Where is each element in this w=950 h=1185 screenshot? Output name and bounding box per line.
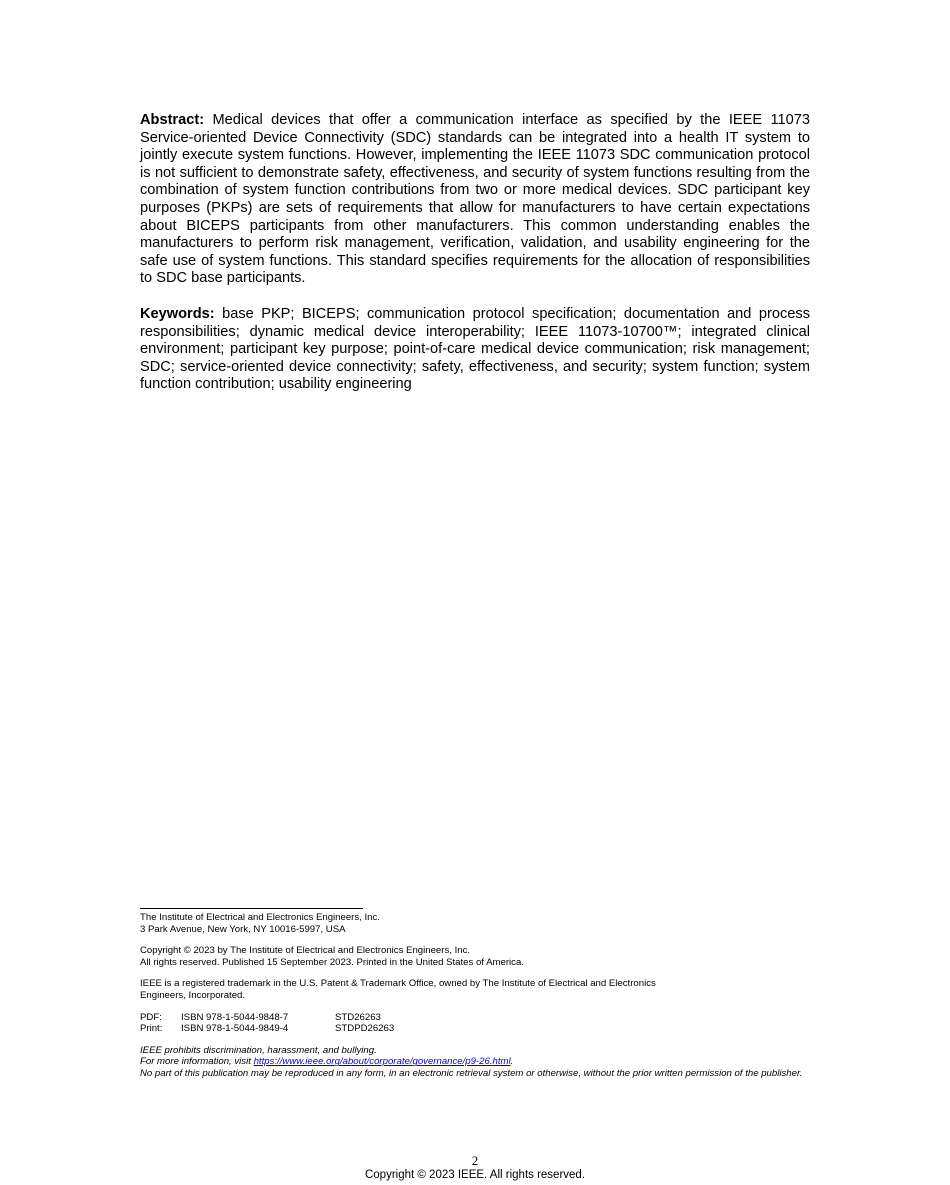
keywords-label: Keywords: [140, 305, 215, 322]
trademark-block [140, 978, 812, 1001]
publisher-block [140, 912, 812, 935]
isbn-block [140, 1012, 812, 1035]
notice-line-2 [140, 1056, 812, 1068]
copyright-line-2: All rights reserved. Published 15 September 2023. Printed in the United States of America. [140, 956, 524, 968]
keywords-text: base PKP; BICEPS; communication protocol specification; documentation and process responsibilities; dynamic medical device interoperability; IEEE 11073-10700™; integrated clinical environment; participant key purpose; point-of-care medical device communication; risk management; SDC; service-oriented device connectivity; safety, effectiveness, and security; system function; system function contribution; usability engineering [140, 305, 810, 393]
isbn-format: PDF: [140, 1011, 162, 1023]
front-matter [140, 908, 812, 1090]
isbn-number: ISBN 978-1-5044-9848-7 [181, 1011, 289, 1023]
copyright-line-1: Copyright © 2023 by The Institute of Electrical and Electronics Engineers, Inc. [140, 945, 471, 957]
notice-suffix: . [510, 1056, 514, 1068]
publisher-name: The Institute of Electrical and Electronics Engineers, Inc. [140, 912, 380, 923]
trademark-line-2: Engineers, Incorporated. [140, 989, 246, 1001]
page-footer [0, 1153, 950, 1182]
abstract-paragraph [140, 112, 810, 288]
abstract-text: Medical devices that offer a communication interface as specified by the IEEE 11073 Service-oriented Device Connectivity (SDC) standards can be integrated into a health IT system to jointly execute system functions. However, implementing the IEEE 11073 SDC communication protocol is not sufficient to demonstrate safety, effectiveness, and security of system functions resulting from the combination of system function contributions from two or more medical devices. SDC participant key purposes (PKPs) are sets of requirements that allow for manufacturers to have certain expectations about BICEPS participants from other manufacturers. This common understanding enables the manufacturers to perform risk management, verification, validation, and usability engineering for the safe use of system functions. This standard specifies requirements for the allocation of responsibilities to SDC base participants. [140, 112, 810, 287]
isbn-row-pdf [140, 1012, 812, 1024]
copyright-block [140, 945, 812, 968]
policy-link[interactable]: https://www.ieee.org/about/corporate/governance/p9-26.html [253, 1056, 511, 1068]
trademark-line-1: IEEE is a registered trademark in the U.S. Patent & Trademark Office, owned by The Institute of Electrical and Electronics [140, 978, 656, 990]
isbn-code: STD26263 [335, 1011, 381, 1023]
isbn-number: ISBN 978-1-5044-9849-4 [181, 1023, 289, 1035]
notice-line-1: IEEE prohibits discrimination, harassment, and bullying. [140, 1044, 377, 1056]
keywords-paragraph [140, 306, 810, 394]
document-body [140, 112, 810, 394]
footer-copyright: Copyright © 2023 IEEE. All rights reserved. [364, 1169, 586, 1181]
notice-line-3: No part of this publication may be reproduced in any form, in an electronic retrieval system or otherwise, without the prior written permission of the publisher. [140, 1067, 803, 1079]
page-number: 2 [471, 1153, 479, 1168]
notice-block [140, 1045, 812, 1080]
isbn-format: Print: [140, 1023, 163, 1035]
abstract-label: Abstract: [140, 112, 205, 128]
notice-prefix: For more information, visit [140, 1056, 254, 1068]
footnote-divider [140, 908, 363, 909]
isbn-code: STDPD26263 [335, 1023, 395, 1035]
publisher-address: 3 Park Avenue, New York, NY 10016-5997, USA [140, 923, 346, 935]
isbn-row-print [140, 1023, 812, 1035]
